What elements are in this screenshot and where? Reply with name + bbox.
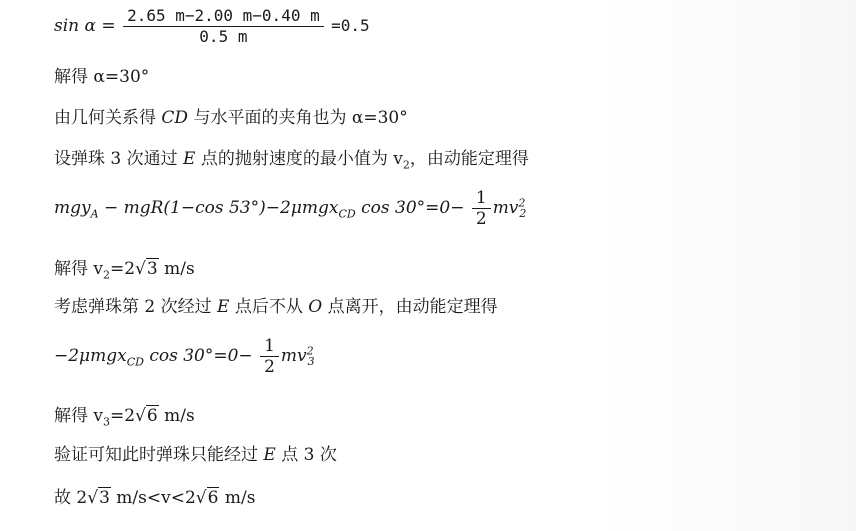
geometry-text-a: 由几何关系得: [54, 108, 156, 128]
solution-v2-unit: m/s: [158, 259, 195, 279]
second-pass-text-a: 考虑弹珠第 2 次经过: [54, 297, 212, 317]
energy-lhs: mgy: [54, 198, 91, 218]
fraction-denominator: 0.5 m: [199, 27, 248, 46]
energy2-lhs: −2μmgx: [54, 346, 127, 366]
solution-v2-subscript: 2: [103, 268, 111, 282]
second-pass-point-e: E: [217, 297, 230, 317]
geometry-statement: [54, 108, 408, 128]
conclusion-text-c: m/s: [219, 488, 256, 508]
geometry-text-c: 与水平面的夹角也为 α=30°: [193, 108, 408, 128]
solution-v2: [54, 259, 195, 285]
conclusion-text-b: m/s<v<2: [110, 488, 196, 508]
verification-text-c: 点 3 次: [281, 445, 337, 465]
energy-tail-sup: 2: [518, 196, 526, 210]
energy2-fraction-den: 2: [264, 357, 275, 377]
solution-v2-coeff: =2: [110, 259, 136, 279]
energy2-tail-sup: 2: [306, 344, 314, 358]
solution-v3: [54, 406, 195, 432]
energy2-fraction: [260, 336, 279, 377]
conclusion-text-a: 故 2: [54, 488, 88, 508]
energy-equation-2: [54, 336, 315, 377]
conclusion-sqrt-6-radicand: 6: [207, 488, 219, 508]
fraction-numerator: 2.65 m−2.00 m−0.40 m: [123, 6, 324, 27]
energy-equation-1: [54, 188, 526, 229]
second-pass-text-c: 点后不从: [234, 297, 303, 317]
energy-tail-sub: 2: [519, 207, 527, 221]
conclusion-sqrt-6: √6: [195, 488, 219, 508]
verification-text-a: 验证可知此时弹珠只能经过: [54, 445, 258, 465]
energy-mid-subscript: CD: [338, 207, 356, 221]
energy-fraction-num: 1: [472, 188, 491, 209]
energy-fraction: [472, 188, 491, 229]
verification-statement: [54, 445, 337, 465]
point-e: E: [183, 149, 196, 169]
second-pass-statement: [54, 297, 498, 317]
energy-tail: mv: [492, 198, 519, 218]
solution-v3-unit: m/s: [158, 406, 195, 426]
geometry-segment-cd: CD: [161, 108, 189, 128]
sin-alpha-result: =0.5: [331, 16, 370, 35]
solution-alpha: [54, 67, 149, 87]
solution-v3-coeff: =2: [110, 406, 136, 426]
sin-alpha-lhs: sin α =: [54, 16, 116, 36]
statement-text-d: ，由动能定理得: [409, 149, 529, 169]
energy-rhs: cos 30°=0−: [355, 198, 465, 218]
second-pass-point-o: O: [308, 297, 323, 317]
energy-lhs-subscript: A: [90, 207, 99, 221]
second-pass-text-e: 点离开，由动能定理得: [327, 297, 498, 317]
verification-point-e: E: [263, 445, 276, 465]
conclusion-sqrt-3-radicand: 3: [99, 488, 110, 508]
solution-alpha-text: 解得 α=30°: [54, 67, 150, 87]
energy2-rhs: cos 30°=0−: [143, 346, 253, 366]
solution-v2-text: 解得 v: [54, 259, 104, 279]
energy2-lhs-subscript: CD: [126, 355, 144, 369]
energy2-fraction-num: 1: [260, 336, 279, 357]
sqrt-3-radicand: 3: [146, 259, 158, 279]
sqrt-3: √3: [135, 259, 158, 279]
final-conclusion: [54, 488, 255, 508]
energy2-tail: mv: [280, 346, 307, 366]
solution-v3-text: 解得 v: [54, 406, 104, 426]
equation-sin-alpha: [54, 6, 370, 47]
min-velocity-statement: [54, 149, 529, 175]
statement-text-c: 点的抛射速度的最小值为 v: [200, 149, 403, 169]
statement-text-a: 设弹珠 3 次通过: [54, 149, 178, 169]
energy-mid: − mgR(1−cos 53°)−2μmgx: [98, 198, 339, 218]
solution-v3-subscript: 3: [103, 415, 111, 429]
sqrt-6: √6: [135, 406, 158, 426]
energy2-tail-sub: 3: [307, 355, 315, 369]
conclusion-sqrt-3: √3: [87, 488, 110, 508]
sqrt-6-radicand: 6: [146, 406, 158, 426]
energy-fraction-den: 2: [475, 209, 487, 229]
v-subscript: 2: [402, 158, 410, 172]
sin-alpha-fraction: [123, 6, 324, 47]
